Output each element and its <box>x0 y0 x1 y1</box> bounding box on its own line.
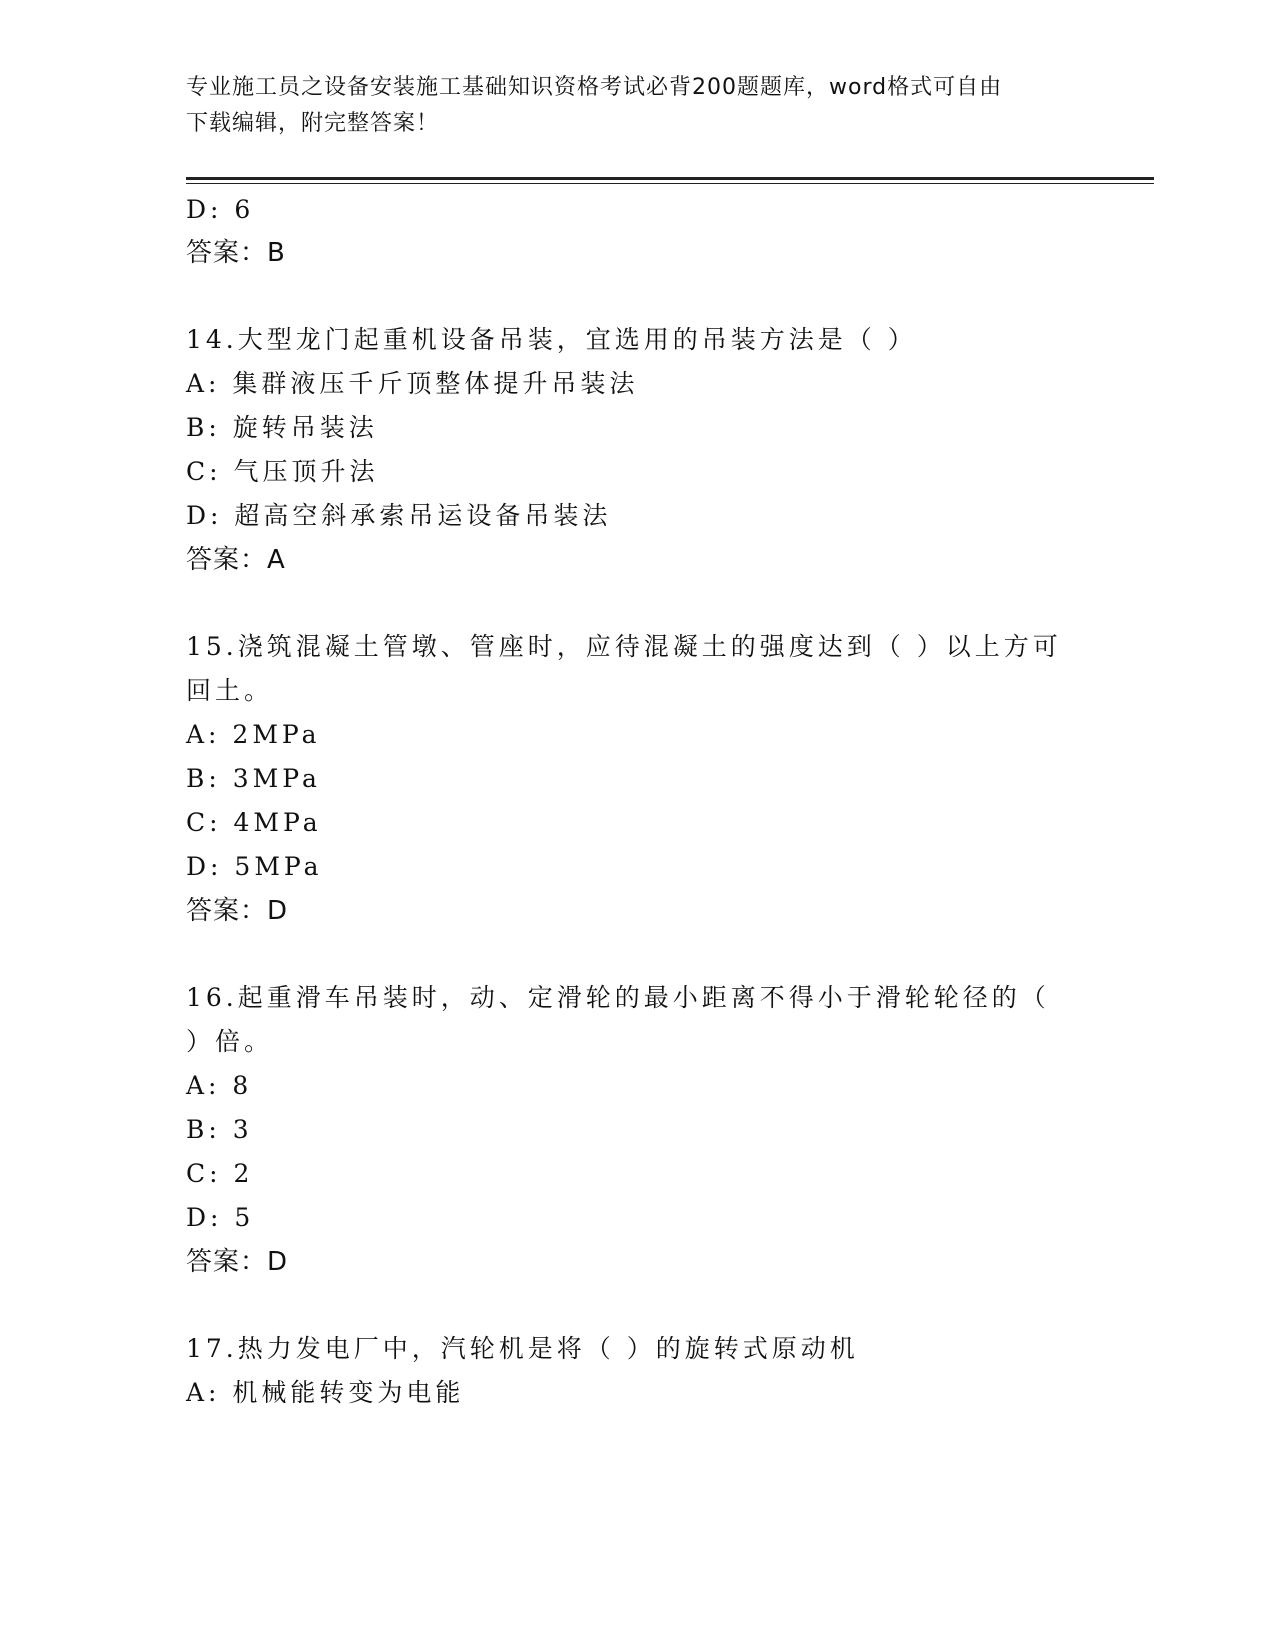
q16-option-d: D: 5 <box>186 1203 255 1232</box>
q14-option-a: A: 集群液压千斤顶整体提升吊装法 <box>186 369 639 398</box>
header-divider-thin <box>186 183 1154 184</box>
q15-option-c: C: 4MPa <box>186 808 322 837</box>
document-header <box>186 70 1066 142</box>
q17-option-a: A: 机械能转变为电能 <box>186 1378 465 1407</box>
header-line-1: 专业施工员之设备安装施工基础知识资格考试必背200题题库，word格式可自由 <box>186 75 1003 100</box>
header-divider-thick <box>186 177 1154 180</box>
q16-answer: 答案：D <box>186 1247 289 1277</box>
q17-stem: 17.热力发电厂中，汽轮机是将（ ）的旋转式原动机 <box>186 1334 859 1363</box>
q14-option-b: B: 旋转吊装法 <box>186 413 378 442</box>
q14-stem: 14.大型龙门起重机设备吊装，宜选用的吊装方法是（ ） <box>186 325 917 354</box>
q15-answer: 答案：D <box>186 896 289 926</box>
q16-stem-line-1: 16.起重滑车吊装时，动、定滑轮的最小距离不得小于滑轮轮径的（ <box>186 983 1050 1012</box>
prev-answer: 答案：B <box>186 238 286 268</box>
q15-stem-line-1: 15.浇筑混凝土管墩、管座时，应待混凝土的强度达到（ ）以上方可 <box>186 632 1062 661</box>
q16-option-a: A: 8 <box>186 1071 253 1100</box>
q16-option-b: B: 3 <box>186 1115 253 1144</box>
q15-option-a: A: 2MPa <box>186 720 321 749</box>
q15-stem-line-2: 回土。 <box>186 676 274 705</box>
q16-stem-line-2: ）倍。 <box>186 1027 274 1056</box>
header-line-2: 下载编辑，附完整答案！ <box>186 111 440 136</box>
q15-option-b: B: 3MPa <box>186 764 321 793</box>
q14-option-c: C: 气压顶升法 <box>186 457 379 486</box>
q14-answer: 答案：A <box>186 545 286 575</box>
q14-option-d: D: 超高空斜承索吊运设备吊装法 <box>186 501 612 530</box>
q15-option-d: D: 5MPa <box>186 852 323 881</box>
prev-option-d: D: 6 <box>186 195 255 224</box>
q16-option-c: C: 2 <box>186 1159 254 1188</box>
